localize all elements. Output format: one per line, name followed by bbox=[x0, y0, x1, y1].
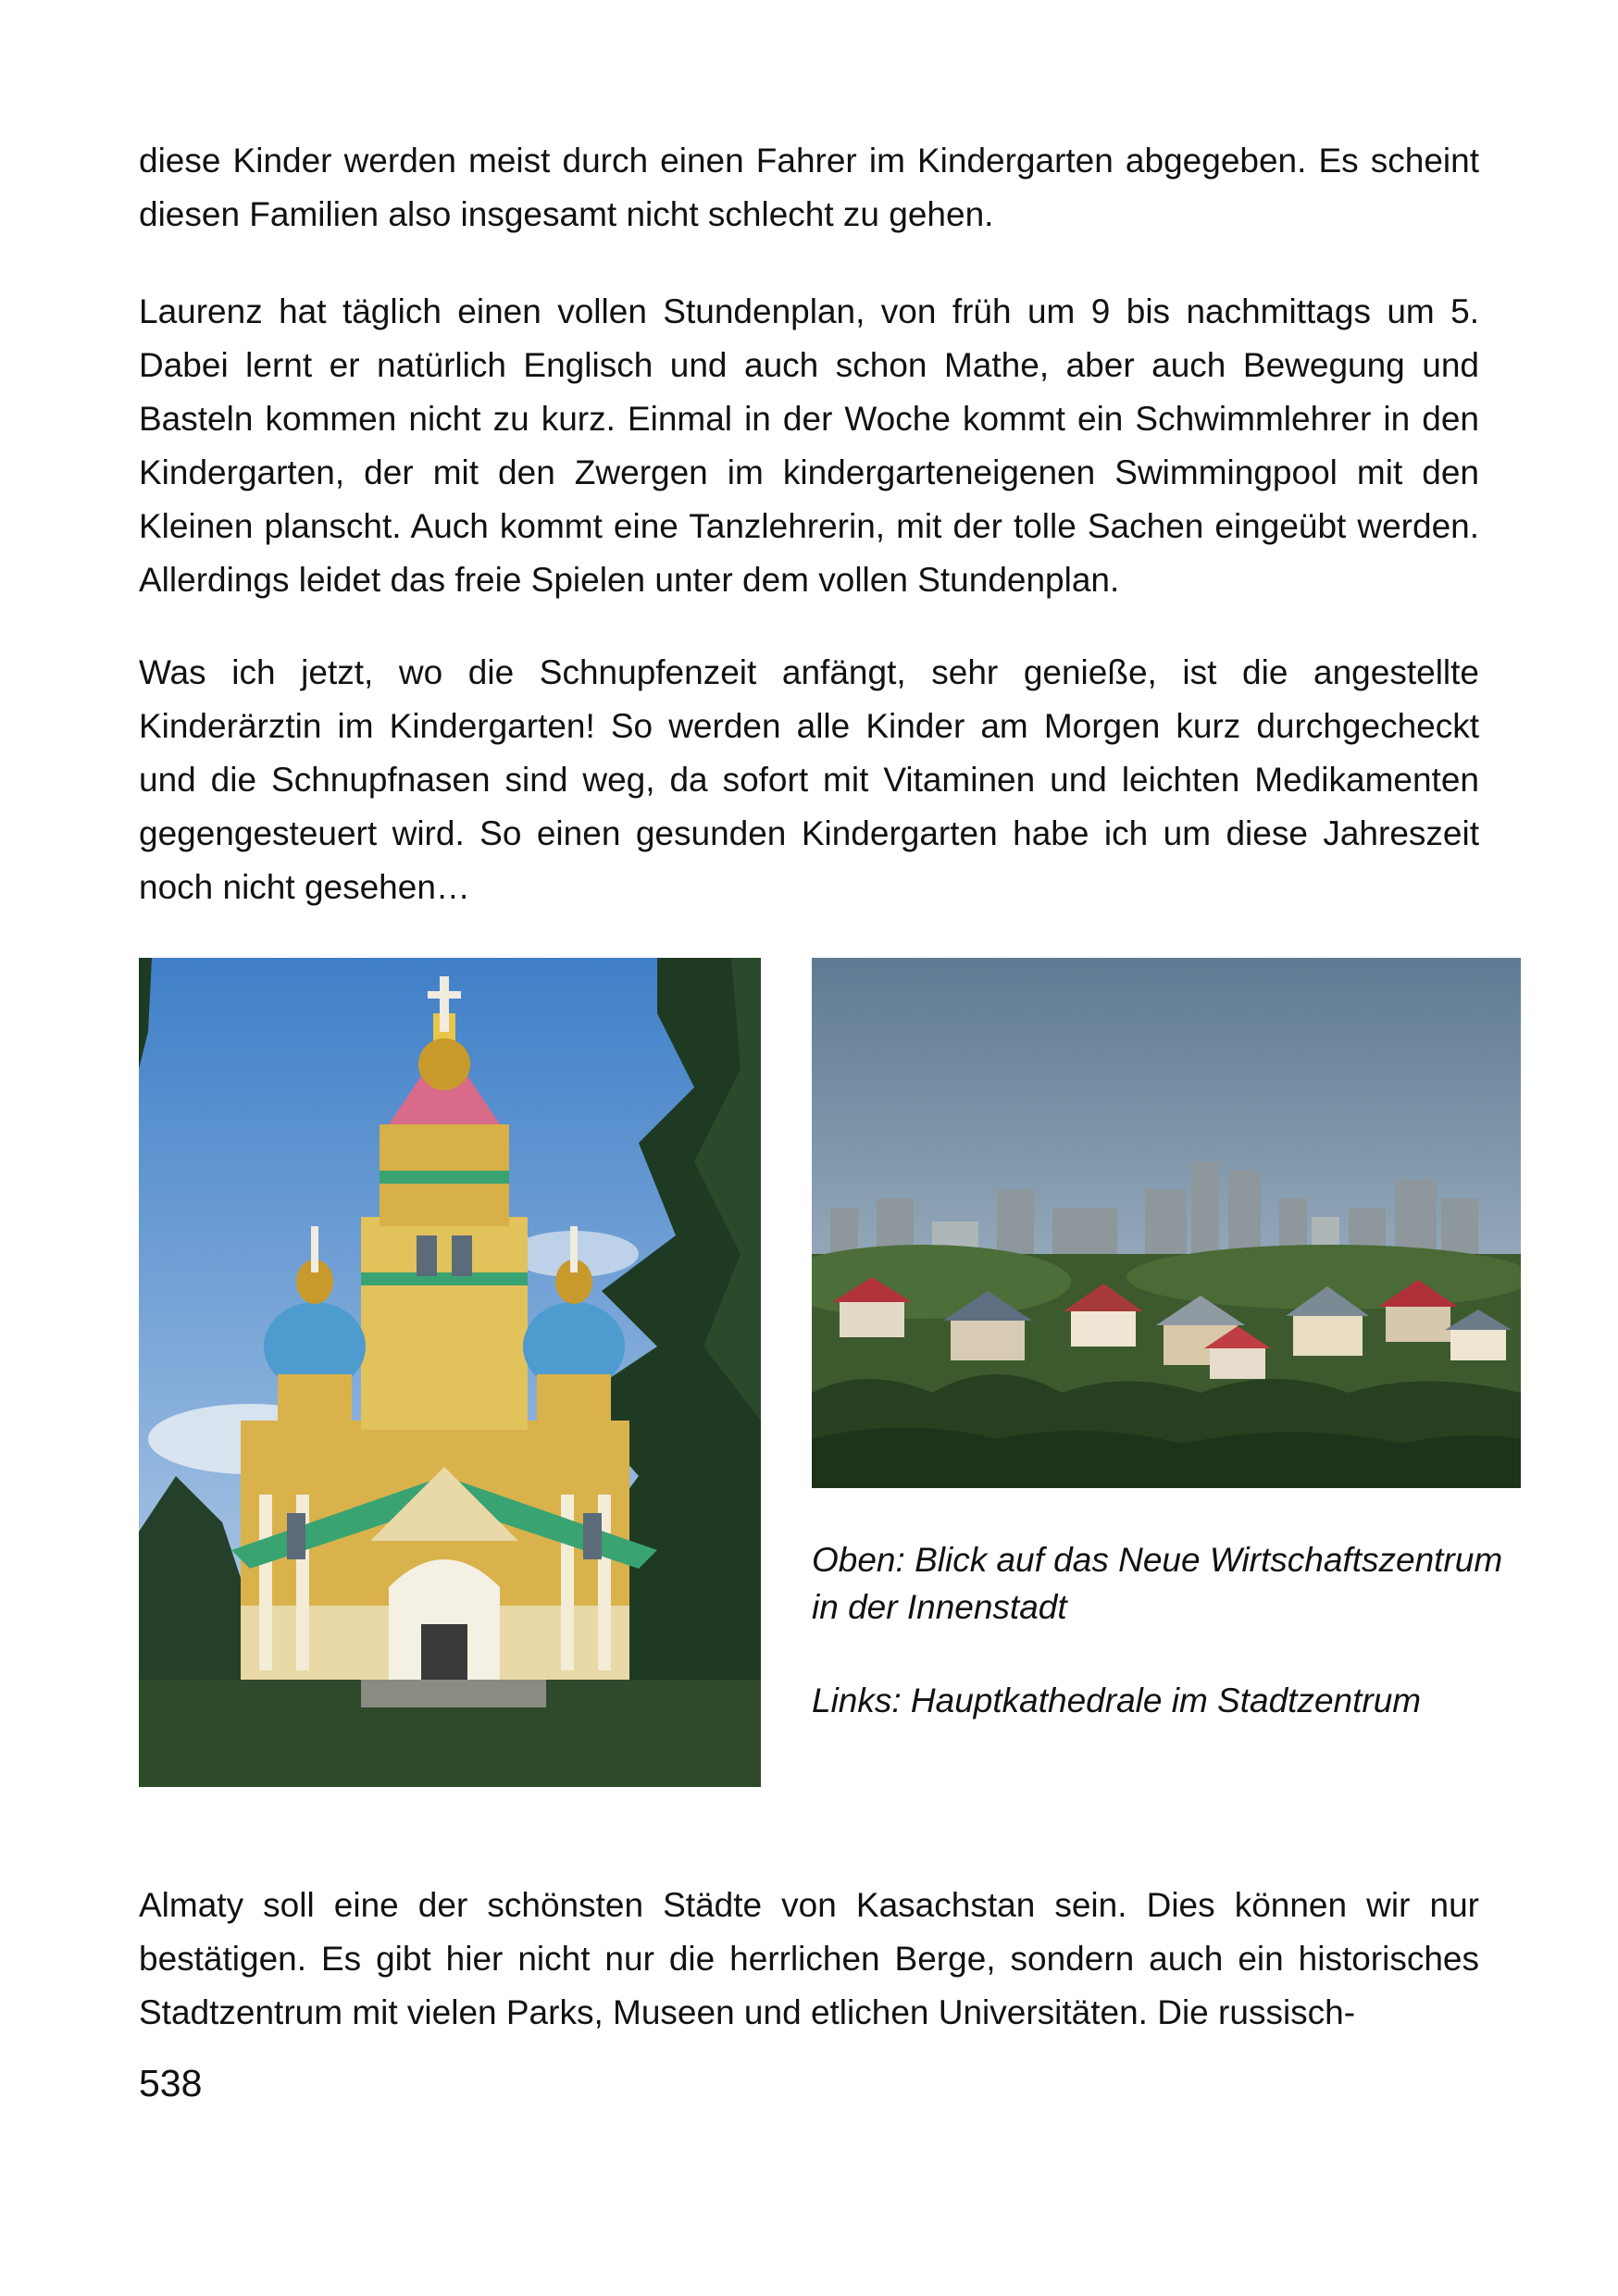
caption-left: Links: Hauptkathedrale im Stadtzentrum bbox=[812, 1682, 1422, 1719]
caption-top: Oben: Blick auf das Neue Wirtschaftszentrum in der Innenstadt bbox=[812, 1541, 1503, 1626]
cathedral-photo bbox=[139, 958, 761, 1787]
paragraph-1: diese Kinder werden meist durch einen Fahrer im Kindergarten abgegeben. Es scheint diesen Familien also insgesamt nicht schlecht zu gehen. bbox=[139, 142, 1479, 233]
paragraph-4: Almaty soll eine der schönsten Städte von Kasachstan sein. Dies können wir nur bestätigen. Es gibt hier nicht nur die herrlichen Berge, sondern auch ein historisches Stadtzentrum mit vielen Parks, Museen und etlichen Universitäten. Die russisch- bbox=[139, 1886, 1479, 2031]
paragraph-2: Laurenz hat täglich einen vollen Stundenplan, von früh um 9 bis nachmittags um 5. Dabei lernt er natürlich Englisch und auch schon Mathe, aber auch Bewegung und Basteln kommen nicht zu kurz. Einmal in der Woche kommt ein Schwimmlehrer in den Kindergarten, der mit den Zwergen im kindergarteneigenen Swimmingpool mit den Kleinen planscht. Auch kommt eine Tanzlehrerin, mit der tolle Sachen eingeübt werden. Allerdings leidet das freie Spielen unter dem vollen Stundenplan. bbox=[139, 292, 1479, 599]
paragraph-3: Was ich jetzt, wo die Schnupfenzeit anfängt, sehr genieße, ist die angestellte Kinderärztin im Kindergarten! So werden alle Kinder am Morgen kurz durchgecheckt und die Schnupfnasen sind weg, da sofort mit Vitaminen und leichten Medikamenten gegengesteuert wird. So einen gesunden Kindergarten habe ich um diese Jahreszeit noch nicht gesehen… bbox=[139, 653, 1479, 906]
page-number: 538 bbox=[139, 2062, 203, 2104]
city-view-photo bbox=[812, 958, 1521, 1488]
